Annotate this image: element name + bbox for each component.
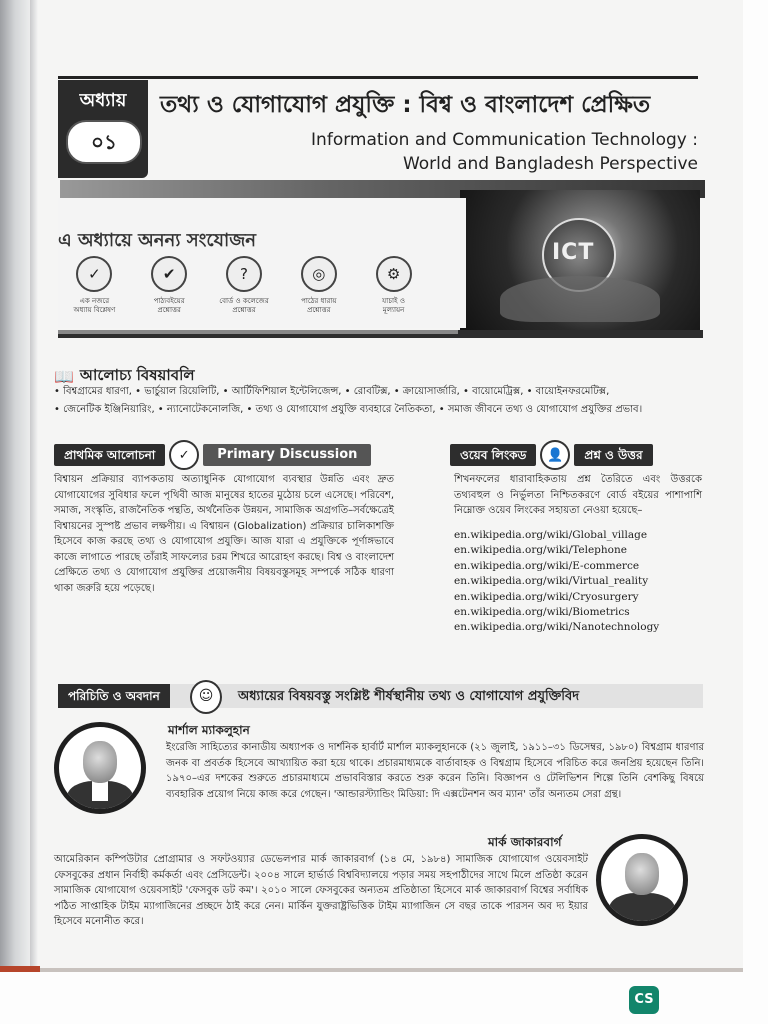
intro-title: অধ্যায়ের বিষয়বস্তু সংশ্লিষ্ট শীর্ষস্থানীয় তথ্য ও যোগাযোগ প্রযুক্তিবিদ xyxy=(238,689,580,704)
chapter-number: ০১ xyxy=(66,120,142,164)
weblink-list xyxy=(454,528,659,636)
book-cover-edge xyxy=(0,966,40,972)
intro-contribution-bar xyxy=(58,684,703,708)
chapter-tab xyxy=(58,80,148,178)
banner-stripe-light xyxy=(58,330,458,334)
feature-overview xyxy=(64,256,125,315)
header-rule xyxy=(58,76,698,79)
zuckerberg-bio: আমেরিকান কম্পিউটার প্রোগ্রামার ও সফটওয়্যার ডেভেলপার মার্ক জাকারবার্গ (১৪ মে, ১৯৮৪) সামাজিক যোগাযোগ ওয়েবসাইট ফেসবুকের প্রধান নির্বাহী কর্মকর্তা এবং প্রেসিডেন্ট। ২০০৪ সালে হার্ভার্ড বিশ্ববিদ্যালয়ে পড়ার সময় সহপাঠীদের সাথে মিলে প্রতিষ্ঠা করেন সামাজিক যোগাযোগ ওয়েবসাইট 'ফেসবুক ডট কম'। ২০১০ সালে ফেসবুকের অন্যতম প্রতিষ্ঠাতা হিসেবে মার্ক জাকারবার্গ বিশ্বের সর্বাধিক পঠিত সাপ্তাহিক টাইম ম্যাগাজিনের প্রচ্ছদে ঠাই করে নেন। মার্কিন যুক্তরাষ্ট্রভিত্তিক টাইম ম্যাগাজিন সে বছর তাকে পারসন অব দ্য ইয়ার হিসেবে মনোনীত করে। xyxy=(54,854,588,927)
weblink-label: ওয়েব লিংকড xyxy=(450,444,536,466)
mcluhan-name: মার্শাল ম্যাকলুহান xyxy=(168,723,250,737)
unique-additions-heading: এ অধ্যায়ে অনন্য সংযোজন xyxy=(58,230,257,251)
weblink-item[interactable]: en.wikipedia.org/wiki/E-commerce xyxy=(454,559,640,572)
feature-label: মূল্যায়ন xyxy=(382,306,405,314)
check-icon: ✓ xyxy=(169,440,199,470)
intro-label: পরিচিতি ও অবদান xyxy=(58,684,170,708)
gutter-edge xyxy=(30,0,38,970)
weblink-bar xyxy=(450,444,653,466)
zuckerberg-portrait xyxy=(596,834,688,926)
chapter-word: অধ্যায় xyxy=(79,90,127,111)
mcluhan-portrait xyxy=(54,722,146,814)
primary-discussion-text: বিশ্বায়ন প্রক্রিয়ার ব্যাপকতায় অত্যাধুনিক যোগাযোগ ব্যবস্থার উন্নতি এবং দ্রুত যোগাযোগের সুবিধার ফলে পৃথিবী আজ মানুষের হাতের মুঠোয় চলে এসেছে। পরিবেশ, সমাজ, সংস্কৃতি, রাজনৈতিক পন্থতি, অর্থনৈতিক উন্নয়ন, সামাজিক অগ্রগতি–সর্বক্ষেত্রেই বিশ্বায়নের সুস্পষ্ট প্রভাব লক্ষণীয়। এ বিশ্বায়ন (Globalization) প্রক্রিয়ার চালিকাশক্তি হিসেবে কাজ করছে তথ্য ও যোগাযোগ প্রযুক্তি। আজ যারা এ প্রযুক্তিকে পূর্ণাঙ্গভাবে কাজে লাগাতে পারছে তাঁরাই সাফল্যের চরম শিখরে আরোহণ করছে। বিশ্ব ও বাংলাদেশ প্রেক্ষিতে তথ্য ও যোগাযোগ প্রযুক্তির প্রয়োজনীয় বিষয়বস্তুসমূহ সম্পর্কে সঠিক ধারণা থাকা জরুরি হয়ে পড়েছে। xyxy=(54,474,394,594)
target-icon: ◎ xyxy=(301,256,337,292)
ict-hero-image xyxy=(460,190,700,332)
hands-image xyxy=(500,276,660,322)
feature-textbook-qa xyxy=(139,256,200,315)
book-gutter xyxy=(0,0,30,970)
topics-title: আলোচ্য বিষয়াবলি xyxy=(79,366,195,384)
title-en-line-1: Information and Communication Technology : xyxy=(311,130,698,150)
book-icon: 📖 xyxy=(54,367,74,386)
feature-label: প্রশ্নোত্তর xyxy=(157,306,181,314)
feature-label: এক নজরে xyxy=(79,297,110,305)
check-icon: ✓ xyxy=(76,256,112,292)
feature-label: প্রশ্নোত্তর xyxy=(307,306,331,314)
weblink-item[interactable]: en.wikipedia.org/wiki/Cryosurgery xyxy=(454,590,639,603)
profile-icon: ☺ xyxy=(190,680,222,714)
feature-lesson-qa xyxy=(288,256,349,315)
person-icon: 👤 xyxy=(540,440,570,470)
feature-icon-row xyxy=(64,256,424,315)
feature-label: যাচাই ও xyxy=(382,297,406,305)
chapter-title-english xyxy=(311,128,698,176)
check-badge-icon: ✔ xyxy=(151,256,187,292)
feature-label: প্রশ্নোত্তর xyxy=(232,306,256,314)
title-en-line-2: World and Bangladesh Perspective xyxy=(402,154,698,174)
gear-icon: ⚙ xyxy=(376,256,412,292)
feature-label: পাঠ্যবইয়ের xyxy=(153,297,185,305)
mcluhan-bio: ইংরেজি সাহিত্যের কানাডীয় অধ্যাপক ও দার্শনিক হার্বার্ট মার্শাল ম্যাকলুহানকে (২১ জুলাই, ১৯১১–৩১ ডিসেম্বর, ১৯৮০) বিশ্বগ্রাম ধারণার জনক বা প্রবর্তক হিসেবে আখ্যায়িত করা হয়ে থাকে। প্রচারমাধ্যমকে বার্তাবাহক ও বিশ্বগ্রাম হিসেবে পরিচিত করে জনপ্রিয় হয়েছেন তিনি। ১৯৭০–এর দশকের শুরুতে প্রচারমাধ্যমে প্রভাববিস্তার করতে শুরু করেন তিনি। বিজ্ঞাপন ও টেলিভিশন শিল্পে তিনি বেশকিছু বিষয়ে ব্যবহারিক প্রয়োগ নিয়ে কাজ করে গেছেন। 'আন্ডারস্ট্যান্ডিং মিডিয়া: দি এক্সটেনশন অব ম্যান' তাঁর অন্যতম সেরা গ্রন্থ। xyxy=(166,742,704,800)
weblink-item[interactable]: en.wikipedia.org/wiki/Telephone xyxy=(454,544,627,557)
qa-label: প্রশ্ন ও উত্তর xyxy=(574,444,652,466)
zuckerberg-name: মার্ক জাকারবার্গ xyxy=(488,835,562,849)
feature-label: পাঠের ধারায় xyxy=(301,297,337,305)
primary-label-bn: প্রাথমিক আলোচনা xyxy=(54,444,165,466)
primary-label-en: Primary Discussion xyxy=(203,444,371,466)
weblink-intro: শিখনফলের ধারাবাহিকতায় প্রশ্ন তৈরিতে এবং উত্তরকে তথ্যবহুল ও নির্ভুলতা নিশ্চিতকরণে বোর্ড বইয়ের পাশাপাশি নিম্নোক্ত ওয়েব লিংকের সহায়তা নেওয়া হয়েছে– xyxy=(454,474,702,516)
weblink-item[interactable]: en.wikipedia.org/wiki/Biometrics xyxy=(454,606,630,619)
ict-label: ICT xyxy=(552,240,595,265)
camscanner-logo: CS xyxy=(629,986,659,1014)
weblink-item[interactable]: en.wikipedia.org/wiki/Global_village xyxy=(454,529,648,541)
primary-discussion-bar xyxy=(54,444,371,466)
topics-line-2: • জেনেটিক ইঞ্জিনিয়ারিং, • ন্যানোটেকনোলজি, • তথ্য ও যোগাযোগ প্রযুক্তি ব্যবহারে নৈতিকতা, • সমাজ জীবনে তথ্য ও যোগাযোগ প্রযুক্তির প্রভাব। xyxy=(54,404,643,415)
feature-assessment xyxy=(363,256,424,315)
weblink-item[interactable]: en.wikipedia.org/wiki/Nanotechnology xyxy=(454,621,660,634)
question-icon: ? xyxy=(226,256,262,292)
feature-label: বোর্ড ও কলেজের xyxy=(219,297,269,305)
chapter-title-bangla: তথ্য ও যোগাযোগ প্রযুক্তি : বিশ্ব ও বাংলাদেশ প্রেক্ষিত xyxy=(160,92,651,118)
feature-label: অধ্যায় বিশ্লেষণ xyxy=(73,306,116,314)
topics-line-1: • বিশ্বগ্রামের ধারণা, • ভার্চুয়াল রিয়েলিটি, • আর্টিফিশিয়াল ইন্টেলিজেন্স, • রোবটিক্স, • ক্রায়োসার্জারি, • বায়োমেট্রিক্স, • বায়োইনফরমেটিক্স, xyxy=(54,386,610,397)
feature-board-qa xyxy=(214,256,275,315)
page-bottom-edge xyxy=(38,968,743,972)
weblink-item[interactable]: en.wikipedia.org/wiki/Virtual_reality xyxy=(454,575,649,588)
